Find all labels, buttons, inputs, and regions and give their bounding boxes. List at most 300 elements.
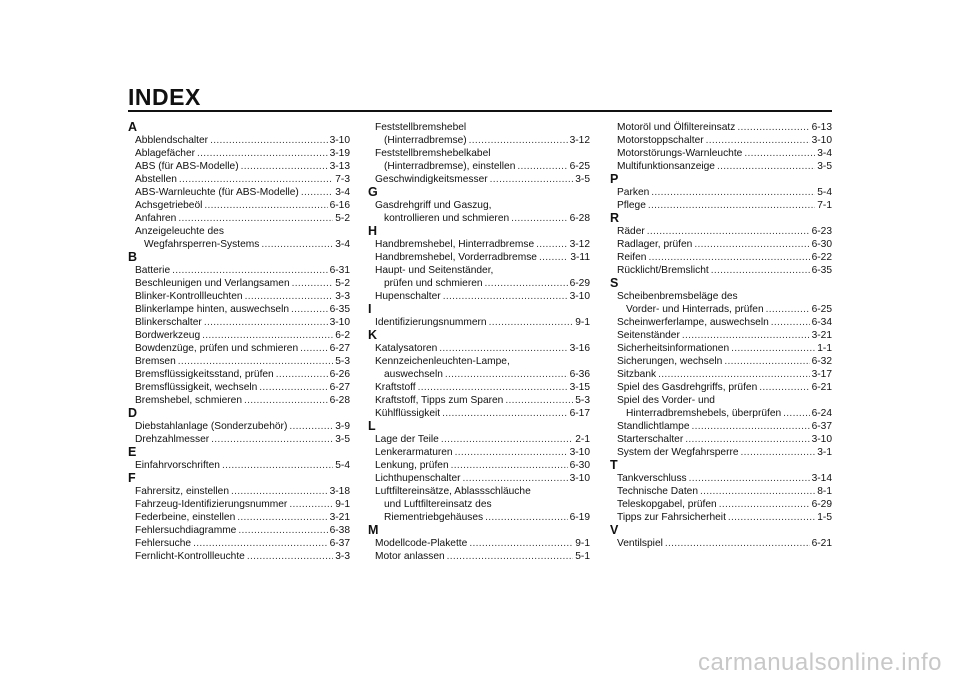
index-entry [610,290,832,303]
index-entry [610,368,832,381]
dot-leader [241,160,328,173]
index-entry [610,446,832,459]
index-term: Federbeine, einstellen [135,512,236,523]
index-term: Fahrzeug-Identifizierungsnummer [135,499,288,510]
page-reference: 3-12 [569,135,590,146]
index-entry [128,355,350,368]
index-term: Kühlflüssigkeit [375,408,441,419]
page-reference: 3-17 [811,369,832,380]
dot-leader [647,225,810,238]
index-term: Blinker-Kontrollleuchten [135,291,243,302]
index-term: Kraftstoff [375,382,416,393]
index-term: (Hinterradbremse), einstellen [384,161,516,172]
dot-leader [648,199,815,212]
page-reference: 3-10 [329,317,350,328]
index-term: Multifunktionsanzeige [617,161,715,172]
index-section-letter: S [610,276,619,290]
index-entry [128,498,350,511]
index-term: Tipps zur Fahrsicherheit [617,512,726,523]
index-entry [368,381,590,394]
dot-leader [443,290,568,303]
index-term: Ventilspiel [617,538,663,549]
index-entry [128,511,350,524]
dot-leader [539,251,568,264]
dot-leader [711,264,810,277]
dot-leader [511,212,567,225]
dot-leader [536,238,567,251]
index-entry [610,251,832,264]
index-entry [128,329,350,342]
index-term: Einfahrvorschriften [135,460,220,471]
page-reference: 7-1 [817,200,832,211]
index-term: Motoröl und Ölfiltereinsatz [617,122,736,133]
index-entry [128,485,350,498]
page-reference: 6-35 [811,265,832,276]
index-term: Motorstoppschalter [617,135,704,146]
dot-leader [204,316,328,329]
index-entry [128,134,350,147]
index-term: Handbremshebel, Hinterradbremse [375,239,535,250]
page-reference: 6-25 [569,161,590,172]
index-entry [610,316,832,329]
dot-leader [717,160,815,173]
index-term: Haupt- und Seitenständer, [375,265,494,276]
index-term: Lichthupenschalter [375,473,461,484]
dot-leader [261,238,333,251]
index-entry [128,394,350,407]
index-entry [128,238,350,251]
dot-leader [490,173,574,186]
index-term: Rücklicht/Bremslicht [617,265,709,276]
index-section-letter: D [128,406,138,420]
dot-leader [505,394,573,407]
index-term: Fahrersitz, einstellen [135,486,229,497]
index-term: Fehlersuche [135,538,192,549]
dot-leader [692,420,810,433]
index-entry [610,199,832,212]
page-reference: 6-36 [569,369,590,380]
dot-leader [489,316,574,329]
index-term: Pflege [617,200,646,211]
page-reference: 3-4 [335,187,350,198]
dot-leader [731,342,815,355]
page-reference: 3-3 [335,551,350,562]
dot-leader [292,277,334,290]
index-term: Luftfiltereinsätze, Ablassschläuche [375,486,531,497]
index-section-letter: E [128,445,137,459]
index-entry [610,264,832,277]
dot-leader [469,134,568,147]
dot-leader [728,511,815,524]
dot-leader [172,264,328,277]
index-term: Spiel des Vorder- und [617,395,715,406]
page-reference: 3-1 [817,447,832,458]
index-term: Wegfahrsperren-Systems [144,239,260,250]
dot-leader [237,511,327,524]
page-reference: 6-32 [811,356,832,367]
page-reference: 3-10 [569,291,590,302]
page-reference: 9-1 [335,499,350,510]
index-section-letter: A [128,120,138,134]
page-reference: 3-10 [569,447,590,458]
index-term: Seitenständer [617,330,680,341]
dot-leader [447,550,574,563]
index-term: System der Wegfahrsperre [617,447,739,458]
index-term: Lenkung, prüfen [375,460,449,471]
page-reference: 7-3 [335,174,350,185]
index-section-letter: F [128,471,136,485]
index-entry [368,446,590,459]
index-entry [368,433,590,446]
index-term: Sicherheitsinformationen [617,343,730,354]
index-entry [368,121,590,134]
index-entry [128,186,350,199]
index-entry [368,251,590,264]
dot-leader [744,147,815,160]
dot-leader [244,394,328,407]
index-term: Riementriebgehäuses [384,512,484,523]
index-term: Batterie [135,265,171,276]
index-entry [368,407,590,420]
index-term: Beschleunigen und Verlangsamen [135,278,290,289]
dot-leader [276,368,328,381]
index-entry [128,550,350,563]
index-entry [368,550,590,563]
index-entry [610,485,832,498]
dot-leader [245,290,334,303]
dot-leader [291,303,328,316]
index-entry [610,511,832,524]
index-term: Sitzbank [617,369,657,380]
dot-leader [197,147,328,160]
index-term: Starterschalter [617,434,684,445]
dot-leader [222,459,333,472]
page-reference: 3-4 [817,148,832,159]
index-term: und Luftfiltereinsatz des [384,499,492,510]
dot-leader [724,355,809,368]
dot-leader [301,186,333,199]
index-entry [128,147,350,160]
index-entry [128,212,350,225]
dot-leader [766,303,810,316]
index-term: kontrollieren und schmieren [384,213,510,224]
page-reference: 3-5 [817,161,832,172]
page-reference: 6-37 [811,421,832,432]
dot-leader [300,342,328,355]
page-reference: 6-28 [329,395,350,406]
index-entry [610,394,832,407]
index-entry [610,303,832,316]
page-reference: 6-38 [329,525,350,536]
page-reference: 6-29 [569,278,590,289]
dot-leader [193,537,328,550]
page-reference: 3-21 [811,330,832,341]
page-reference: 3-5 [335,434,350,445]
index-entry [368,485,590,498]
index-entry [368,316,590,329]
index-entry [128,420,350,433]
index-term: Motor anlassen [375,551,445,562]
index-term: Anzeigeleuchte des [135,226,224,237]
index-term: Räder [617,226,645,237]
index-term: Hupenschalter [375,291,441,302]
dot-leader [665,537,810,550]
page-reference: 3-5 [575,174,590,185]
dot-leader [658,368,810,381]
dot-leader [179,173,333,186]
index-entry [610,433,832,446]
dot-leader [231,485,328,498]
dot-leader [719,498,810,511]
dot-leader [178,212,333,225]
index-section-letter: M [368,523,379,537]
index-entry [610,134,832,147]
dot-leader [259,381,327,394]
page-reference: 5-4 [817,187,832,198]
index-entry [128,368,350,381]
page-reference: 6-37 [329,538,350,549]
page-reference: 6-26 [329,369,350,380]
index-term: Feststellbremshebel [375,122,467,133]
page-reference: 3-10 [569,473,590,484]
index-entry [610,160,832,173]
index-term: Diebstahlanlage (Sonderzubehör) [135,421,288,432]
index-term: Lage der Teile [375,434,439,445]
index-entry [128,277,350,290]
page-reference: 3-12 [569,239,590,250]
dot-leader [463,472,568,485]
page-reference: 1-1 [817,343,832,354]
dot-leader [178,355,334,368]
index-term: Lenkerarmaturen [375,447,453,458]
index-term: Katalysatoren [375,343,438,354]
index-term: Parken [617,187,650,198]
index-entry [610,381,832,394]
index-term: Abstellen [135,174,177,185]
index-entry [610,238,832,251]
index-term: Blinkerlampe hinten, auswechseln [135,304,290,315]
page-reference: 6-30 [811,239,832,250]
index-entry [610,147,832,160]
index-term: Standlichtlampe [617,421,690,432]
index-section-letter: I [368,302,372,316]
dot-leader [517,160,567,173]
index-entry [368,147,590,160]
index-section-letter: R [610,211,620,225]
page-reference: 3-11 [570,252,590,263]
index-section-letter: K [368,328,378,342]
index-term: Bremsflüssigkeit, wechseln [135,382,258,393]
index-entry [610,225,832,238]
page-reference: 6-25 [811,304,832,315]
dot-leader [204,199,327,212]
page-reference: 6-19 [569,512,590,523]
page-reference: 6-21 [811,538,832,549]
page-reference: 3-3 [335,291,350,302]
index-entry [128,264,350,277]
dot-leader [289,498,333,511]
watermark: carmanualsonline.info [698,649,942,676]
dot-leader [451,459,568,472]
index-entry [368,173,590,186]
dot-leader [651,186,815,199]
index-term: Identifizierungsnummern [375,317,487,328]
page-reference: 1-5 [817,512,832,523]
page-reference: 2-1 [575,434,590,445]
dot-leader [445,368,568,381]
dot-leader [469,537,573,550]
index-section-letter: B [128,250,138,264]
index-entry [368,537,590,550]
index-entry [128,160,350,173]
dot-leader [741,446,816,459]
dot-leader [289,420,333,433]
page-reference: 6-2 [335,330,350,341]
index-section-letter: T [610,458,618,472]
index-term: Geschwindigkeitsmesser [375,174,488,185]
index-entry [610,329,832,342]
index-term: Tankverschluss [617,473,687,484]
dot-leader [442,407,567,420]
index-section-letter: P [610,172,619,186]
dot-leader [247,550,333,563]
index-entry [128,524,350,537]
index-entry [610,186,832,199]
index-section-letter: G [368,185,378,199]
page-reference: 6-22 [811,252,832,263]
index-entry [610,407,832,420]
index-entry [128,199,350,212]
index-term: Kennzeichenleuchten-Lampe, [375,356,510,367]
page-reference: 3-13 [329,161,350,172]
page-title: INDEX [128,84,201,110]
index-term: Blinkerschalter [135,317,202,328]
index-term: Anfahren [135,213,177,224]
index-entry [368,277,590,290]
dot-leader [439,342,567,355]
index-column-3 [610,121,832,550]
dot-leader [418,381,568,394]
index-term: Sicherungen, wechseln [617,356,723,367]
index-entry [368,459,590,472]
index-entry [368,199,590,212]
index-entry [610,342,832,355]
dot-leader [682,329,810,342]
index-term: Fernlicht-Kontrollleuchte [135,551,245,562]
index-term: Achsgetriebeöl [135,200,203,211]
page-reference: 5-2 [335,278,350,289]
dot-leader [771,316,810,329]
dot-leader [689,472,810,485]
index-term: Vorder- und Hinterrads, prüfen [626,304,764,315]
page-reference: 9-1 [575,317,590,328]
page-reference: 6-21 [811,382,832,393]
index-entry [368,355,590,368]
index-term: Kraftstoff, Tipps zum Sparen [375,395,504,406]
page-reference: 5-1 [575,551,590,562]
index-entry [368,238,590,251]
index-term: Technische Daten [617,486,698,497]
index-entry [368,290,590,303]
dot-leader [694,238,809,251]
index-entry [368,394,590,407]
index-term: prüfen und schmieren [384,278,483,289]
index-term: Bordwerkzeug [135,330,201,341]
page-reference: 6-29 [811,499,832,510]
index-entry [610,121,832,134]
index-term: Hinterradbremshebels, überprüfen [626,408,782,419]
page-reference: 3-19 [329,148,350,159]
index-term: Bremsen [135,356,176,367]
page-reference: 6-17 [569,408,590,419]
dot-leader [685,433,809,446]
index-entry [610,420,832,433]
page-reference: 3-16 [569,343,590,354]
page-reference: 5-3 [335,356,350,367]
page-reference: 6-35 [329,304,350,315]
index-entry [128,433,350,446]
page-reference: 3-4 [335,239,350,250]
index-term: Spiel des Gasdrehgriffs, prüfen [617,382,758,393]
page-reference: 6-13 [811,122,832,133]
page-reference: 3-10 [329,135,350,146]
title-underline [128,110,832,112]
index-term: Reifen [617,252,647,263]
index-term: Modellcode-Plakette [375,538,468,549]
page-reference: 5-4 [335,460,350,471]
index-term: (Hinterradbremse) [384,135,467,146]
page-reference: 3-21 [329,512,350,523]
index-entry [128,173,350,186]
index-entry [128,381,350,394]
index-entry [368,368,590,381]
page-reference: 3-10 [811,135,832,146]
page-reference: 3-15 [569,382,590,393]
page-reference: 3-9 [335,421,350,432]
index-term: Gasdrehgriff und Gaszug, [375,200,492,211]
index-term: Bremsflüssigkeitsstand, prüfen [135,369,274,380]
index-section-letter: L [368,419,376,433]
page-reference: 8-1 [817,486,832,497]
index-entry [368,342,590,355]
dot-leader [202,329,333,342]
index-column-1 [128,121,350,563]
page-reference: 5-3 [575,395,590,406]
index-term: Drehzahlmesser [135,434,210,445]
index-entry [610,498,832,511]
index-term: ABS-Warnleuchte (für ABS-Modelle) [135,187,299,198]
index-entry [368,160,590,173]
page-reference: 6-28 [569,213,590,224]
index-column-2 [368,121,590,563]
dot-leader [455,446,568,459]
dot-leader [210,134,328,147]
page-reference: 5-2 [335,213,350,224]
index-entry [128,316,350,329]
dot-leader [485,277,568,290]
page-reference: 3-10 [811,434,832,445]
dot-leader [485,511,568,524]
index-term: Handbremshebel, Vorderradbremse [375,252,537,263]
index-entry [368,134,590,147]
dot-leader [706,134,810,147]
page-reference: 6-23 [811,226,832,237]
page-reference: 3-14 [811,473,832,484]
dot-leader [759,381,809,394]
index-section-letter: H [368,224,378,238]
index-entry [128,290,350,303]
dot-leader [238,524,327,537]
